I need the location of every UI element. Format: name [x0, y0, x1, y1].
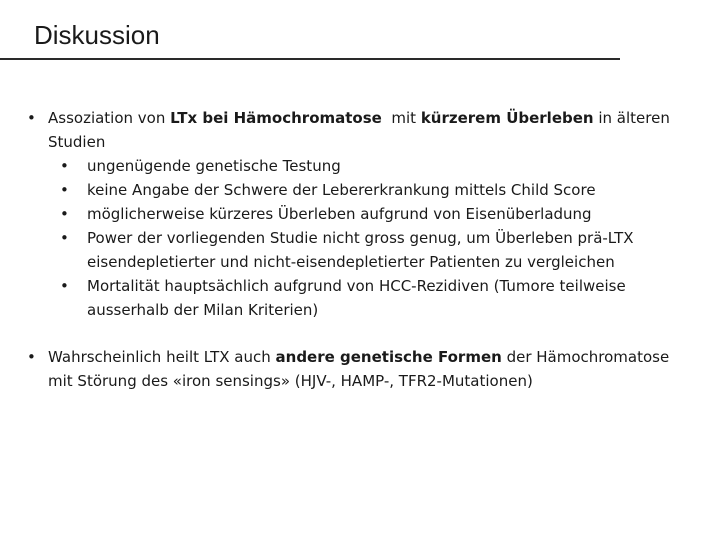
slide-title: Diskussion	[34, 20, 160, 50]
bullet-text: der Hämochromatose mit Störung des «iron sensings» (HJV-, HAMP-, TFR2-Mutationen)	[48, 348, 670, 390]
bullet-text: mit	[381, 109, 421, 127]
bullet-marker: •	[27, 348, 36, 366]
bullet-text: Assoziation von	[48, 109, 171, 127]
bullet-bold-text: kürzerem Überleben	[420, 109, 594, 127]
sub-bullet-iron-overload	[0, 202, 680, 226]
bullet-text: Wahrscheinlich heilt LTX auch	[48, 348, 276, 366]
bullet-marker: •	[27, 109, 36, 127]
sub-bullet-study-power	[0, 226, 680, 274]
sub-bullet-hcc-mortality	[0, 274, 680, 322]
bullet-marker: •	[60, 205, 69, 223]
title-divider	[0, 58, 620, 60]
sub-bullet-genetic-testing	[0, 154, 680, 178]
slide-body	[0, 106, 680, 393]
bullet-other-genetic-forms	[0, 345, 680, 393]
sub-bullet-text: Power der vorliegenden Studie nicht gross genug, um Überleben prä-LTX eisendepletierter und nicht-eisendepletierter Patienten zu vergleichen	[87, 229, 634, 271]
bullet-marker: •	[60, 157, 69, 175]
sub-bullet-child-score	[0, 178, 680, 202]
bullet-spacer	[0, 322, 680, 345]
bullet-marker: •	[60, 277, 69, 295]
sub-bullet-text: möglicherweise kürzeres Überleben aufgrund von Eisenüberladung	[87, 205, 592, 223]
sub-bullet-text: keine Angabe der Schwere der Lebererkrankung mittels Child Score	[87, 181, 596, 199]
bullet-ltx-association	[0, 106, 680, 154]
sub-bullet-text: ungenügende genetische Testung	[87, 157, 341, 175]
sub-bullet-text: Mortalität hauptsächlich aufgrund von HCC-Rezidiven (Tumore teilweise ausserhalb der Milan Kriterien)	[87, 277, 626, 319]
bullet-marker: •	[60, 229, 69, 247]
bullet-bold-text: LTx bei Hämochromatose	[170, 109, 382, 127]
bullet-marker: •	[60, 181, 69, 199]
bullet-bold-text: andere genetische Formen	[275, 348, 502, 366]
bullet-text: in älteren Studien	[48, 109, 670, 151]
